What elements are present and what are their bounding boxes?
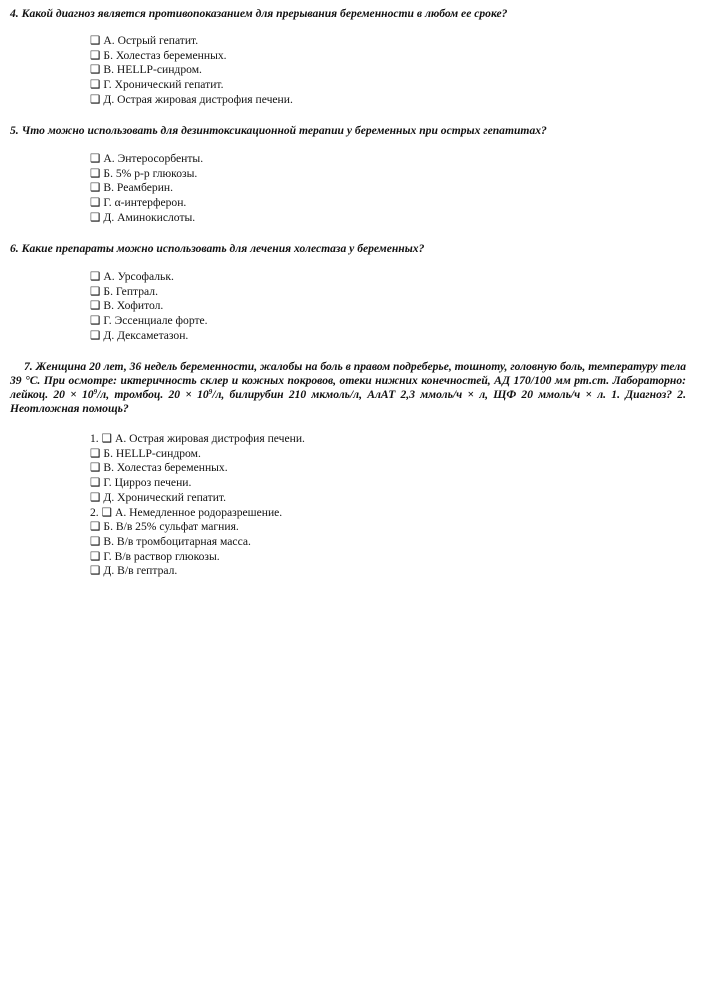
checkbox-icon[interactable]: ❑ xyxy=(90,166,101,180)
question-6: 6. Какие препараты можно использовать для лечения холестаза у беременных? xyxy=(10,242,425,255)
option-4a[interactable] xyxy=(90,34,293,49)
question-7-options xyxy=(90,432,305,579)
option-label: В. Хофитол. xyxy=(103,299,164,313)
checkbox-icon[interactable]: ❑ xyxy=(90,534,101,548)
option-4e[interactable] xyxy=(90,93,293,108)
option-label: Д. В/в гептрал. xyxy=(103,564,178,578)
option-7-1a[interactable] xyxy=(90,432,305,447)
option-6a[interactable] xyxy=(90,270,208,285)
question-7-text-a: 7. Женщина 20 лет, 36 недель беременности, жалобы на боль в правом подреберье, тошноту, головную боль, температуру тела 39 °С. При осмотре: иктеричность склер и кожных покровов, отеки нижних конечностей, АД 170/100 мм рт.ст. Лабораторно: лейкоц. 20 × 10 xyxy=(10,360,686,401)
option-label: Б. 5% р-р глюкозы. xyxy=(103,166,198,180)
option-7-2a[interactable] xyxy=(90,506,305,521)
checkbox-icon[interactable]: ❑ xyxy=(90,78,101,92)
option-7-2c[interactable] xyxy=(90,535,305,550)
option-label: Г. Цирроз печени. xyxy=(103,476,192,490)
option-label: Г. α-интерферон. xyxy=(103,196,187,210)
exponent: 9 xyxy=(93,388,98,396)
option-7-1d[interactable] xyxy=(90,476,305,491)
question-7-text-b: /л, тромбоц. 20 × 10 xyxy=(97,388,209,401)
checkbox-icon[interactable]: ❑ xyxy=(90,461,101,475)
option-label: А. Острый гепатит. xyxy=(103,34,199,47)
option-4c[interactable] xyxy=(90,63,293,78)
option-label: Д. Хронический гепатит. xyxy=(103,490,227,504)
question-6-options xyxy=(90,270,208,344)
checkbox-icon[interactable]: ❑ xyxy=(90,210,101,224)
checkbox-icon[interactable]: ❑ xyxy=(90,92,101,106)
option-6d[interactable] xyxy=(90,314,208,329)
checkbox-icon[interactable]: ❑ xyxy=(90,270,101,283)
option-label: В. HELLP-синдром. xyxy=(103,63,202,77)
checkbox-icon[interactable]: ❑ xyxy=(90,63,101,77)
question-5-options xyxy=(90,152,203,226)
option-label: Б. HELLP-синдром. xyxy=(103,446,201,460)
option-5e[interactable] xyxy=(90,211,203,226)
option-label: Д. Острая жировая дистрофия печени. xyxy=(103,92,293,106)
option-label: Г. Эссенциале форте. xyxy=(103,314,208,328)
option-label: А. Энтеросорбенты. xyxy=(103,152,204,165)
option-5c[interactable] xyxy=(90,181,203,196)
checkbox-icon[interactable]: ❑ xyxy=(90,520,101,534)
option-label: Б. В/в 25% сульфат магния. xyxy=(103,520,239,534)
option-7-1e[interactable] xyxy=(90,491,305,506)
option-7-2b[interactable] xyxy=(90,520,305,535)
checkbox-icon[interactable]: ❑ xyxy=(90,299,101,313)
question-4-options xyxy=(90,34,293,108)
option-5d[interactable] xyxy=(90,196,203,211)
option-label: Г. В/в раствор глюкозы. xyxy=(103,549,220,563)
option-label: А. Немедленное родоразрешение. xyxy=(115,505,283,519)
option-label: Г. Хронический гепатит. xyxy=(103,78,224,92)
question-5: 5. Что можно использовать для дезинтоксикационной терапии у беременных при острых гепатитах? xyxy=(10,124,547,137)
option-4b[interactable] xyxy=(90,49,293,64)
option-5b[interactable] xyxy=(90,167,203,182)
option-5a[interactable] xyxy=(90,152,203,167)
option-7-2e[interactable] xyxy=(90,564,305,579)
option-label: Д. Аминокислоты. xyxy=(103,210,196,224)
option-label: А. Острая жировая дистрофия печени. xyxy=(115,432,305,445)
checkbox-icon[interactable]: ❑ xyxy=(90,152,101,165)
option-label: Б. Холестаз беременных. xyxy=(103,48,227,62)
checkbox-icon[interactable]: ❑ xyxy=(90,181,101,195)
option-6c[interactable] xyxy=(90,299,208,314)
option-label: Б. Гептрал. xyxy=(103,284,158,298)
option-label: А. Урсофальк. xyxy=(103,270,174,283)
checkbox-icon[interactable]: ❑ xyxy=(90,284,101,298)
checkbox-icon[interactable]: ❑ xyxy=(90,48,101,62)
option-4d[interactable] xyxy=(90,78,293,93)
question-4: 4. Какой диагноз является противопоказанием для прерывания беременности в любом ее сроке? xyxy=(10,7,508,20)
checkbox-icon[interactable]: ❑ xyxy=(90,476,101,490)
checkbox-icon[interactable]: ❑ xyxy=(101,505,113,519)
checkbox-icon[interactable]: ❑ xyxy=(90,328,101,342)
checkbox-icon[interactable]: ❑ xyxy=(90,196,101,210)
checkbox-icon[interactable]: ❑ xyxy=(101,432,113,445)
option-7-2d[interactable] xyxy=(90,550,305,565)
question-7 xyxy=(10,360,686,416)
option-7-1b[interactable] xyxy=(90,447,305,462)
option-label: В. В/в тромбоцитарная масса. xyxy=(103,534,251,548)
checkbox-icon[interactable]: ❑ xyxy=(90,564,101,578)
option-7-1c[interactable] xyxy=(90,461,305,476)
option-label: В. Реамберин. xyxy=(103,181,173,195)
checkbox-icon[interactable]: ❑ xyxy=(90,34,101,47)
option-6b[interactable] xyxy=(90,285,208,300)
option-label: В. Холестаз беременных. xyxy=(103,461,228,475)
checkbox-icon[interactable]: ❑ xyxy=(90,446,101,460)
checkbox-icon[interactable]: ❑ xyxy=(90,490,101,504)
option-6e[interactable] xyxy=(90,329,208,344)
exponent: 9 xyxy=(208,388,213,396)
question-7-text-c: /л, билирубин 210 мкмоль/л, АлАТ 2,3 ммоль/ч × л, ЩФ 20 ммоль/ч × л. 1. Диагноз? 2. Неотложная помощь? xyxy=(10,388,686,415)
option-label: Д. Дексаметазон. xyxy=(103,328,189,342)
checkbox-icon[interactable]: ❑ xyxy=(90,314,101,328)
part-number: 2. xyxy=(90,505,99,519)
checkbox-icon[interactable]: ❑ xyxy=(90,549,101,563)
part-number: 1. xyxy=(90,432,99,445)
